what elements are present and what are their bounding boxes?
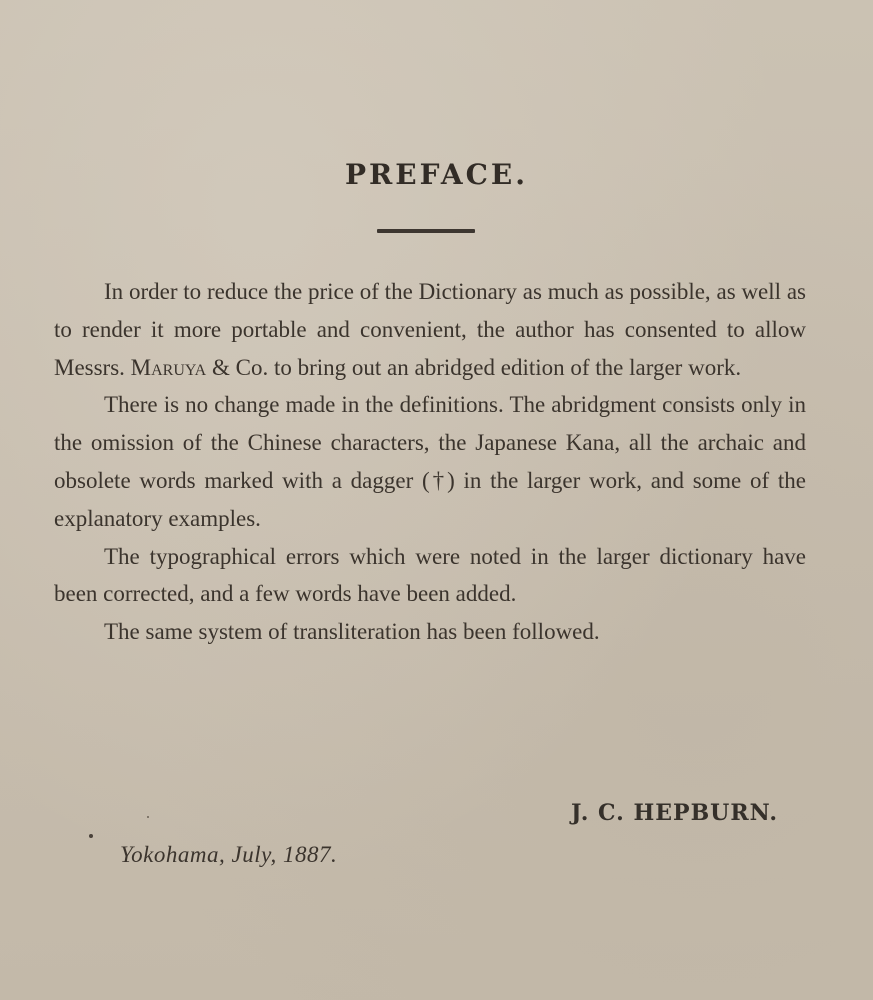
paragraph-2: There is no change made in the definitions. The abridgment consists only in the omission of the Chinese characters, the Japanese Kana, all the archaic and obsolete words marked with a dagger (†) in the larger work, and some of the explanatory examples. xyxy=(54,392,806,531)
preface-body xyxy=(54,273,806,651)
paragraph-1 xyxy=(54,273,806,386)
place-date-line: Yokohama, July, 1887. xyxy=(120,842,338,867)
page-title: PREFACE. xyxy=(344,158,528,191)
paragraph-3: The typographical errors which were noted in the larger dictionary have been corrected, and a few words have been added. xyxy=(54,543,806,607)
title-rule-divider xyxy=(377,229,475,233)
paragraph-4: The same system of transliteration has been followed. xyxy=(104,619,600,645)
ink-speck xyxy=(89,834,93,838)
publisher-name: Maruya xyxy=(130,354,207,380)
paragraph-1-text-end: & Co. to bring out an abridged edition of the larger work. xyxy=(206,354,742,380)
ink-speck xyxy=(147,816,149,818)
author-signature: J. C. HEPBURN. xyxy=(571,800,778,826)
paragraph-1-text-start: In order to reduce the price of the Dictionary as much as possible, as well as to render it more portable and convenient, the author has consented to allow Messrs. xyxy=(54,279,806,380)
